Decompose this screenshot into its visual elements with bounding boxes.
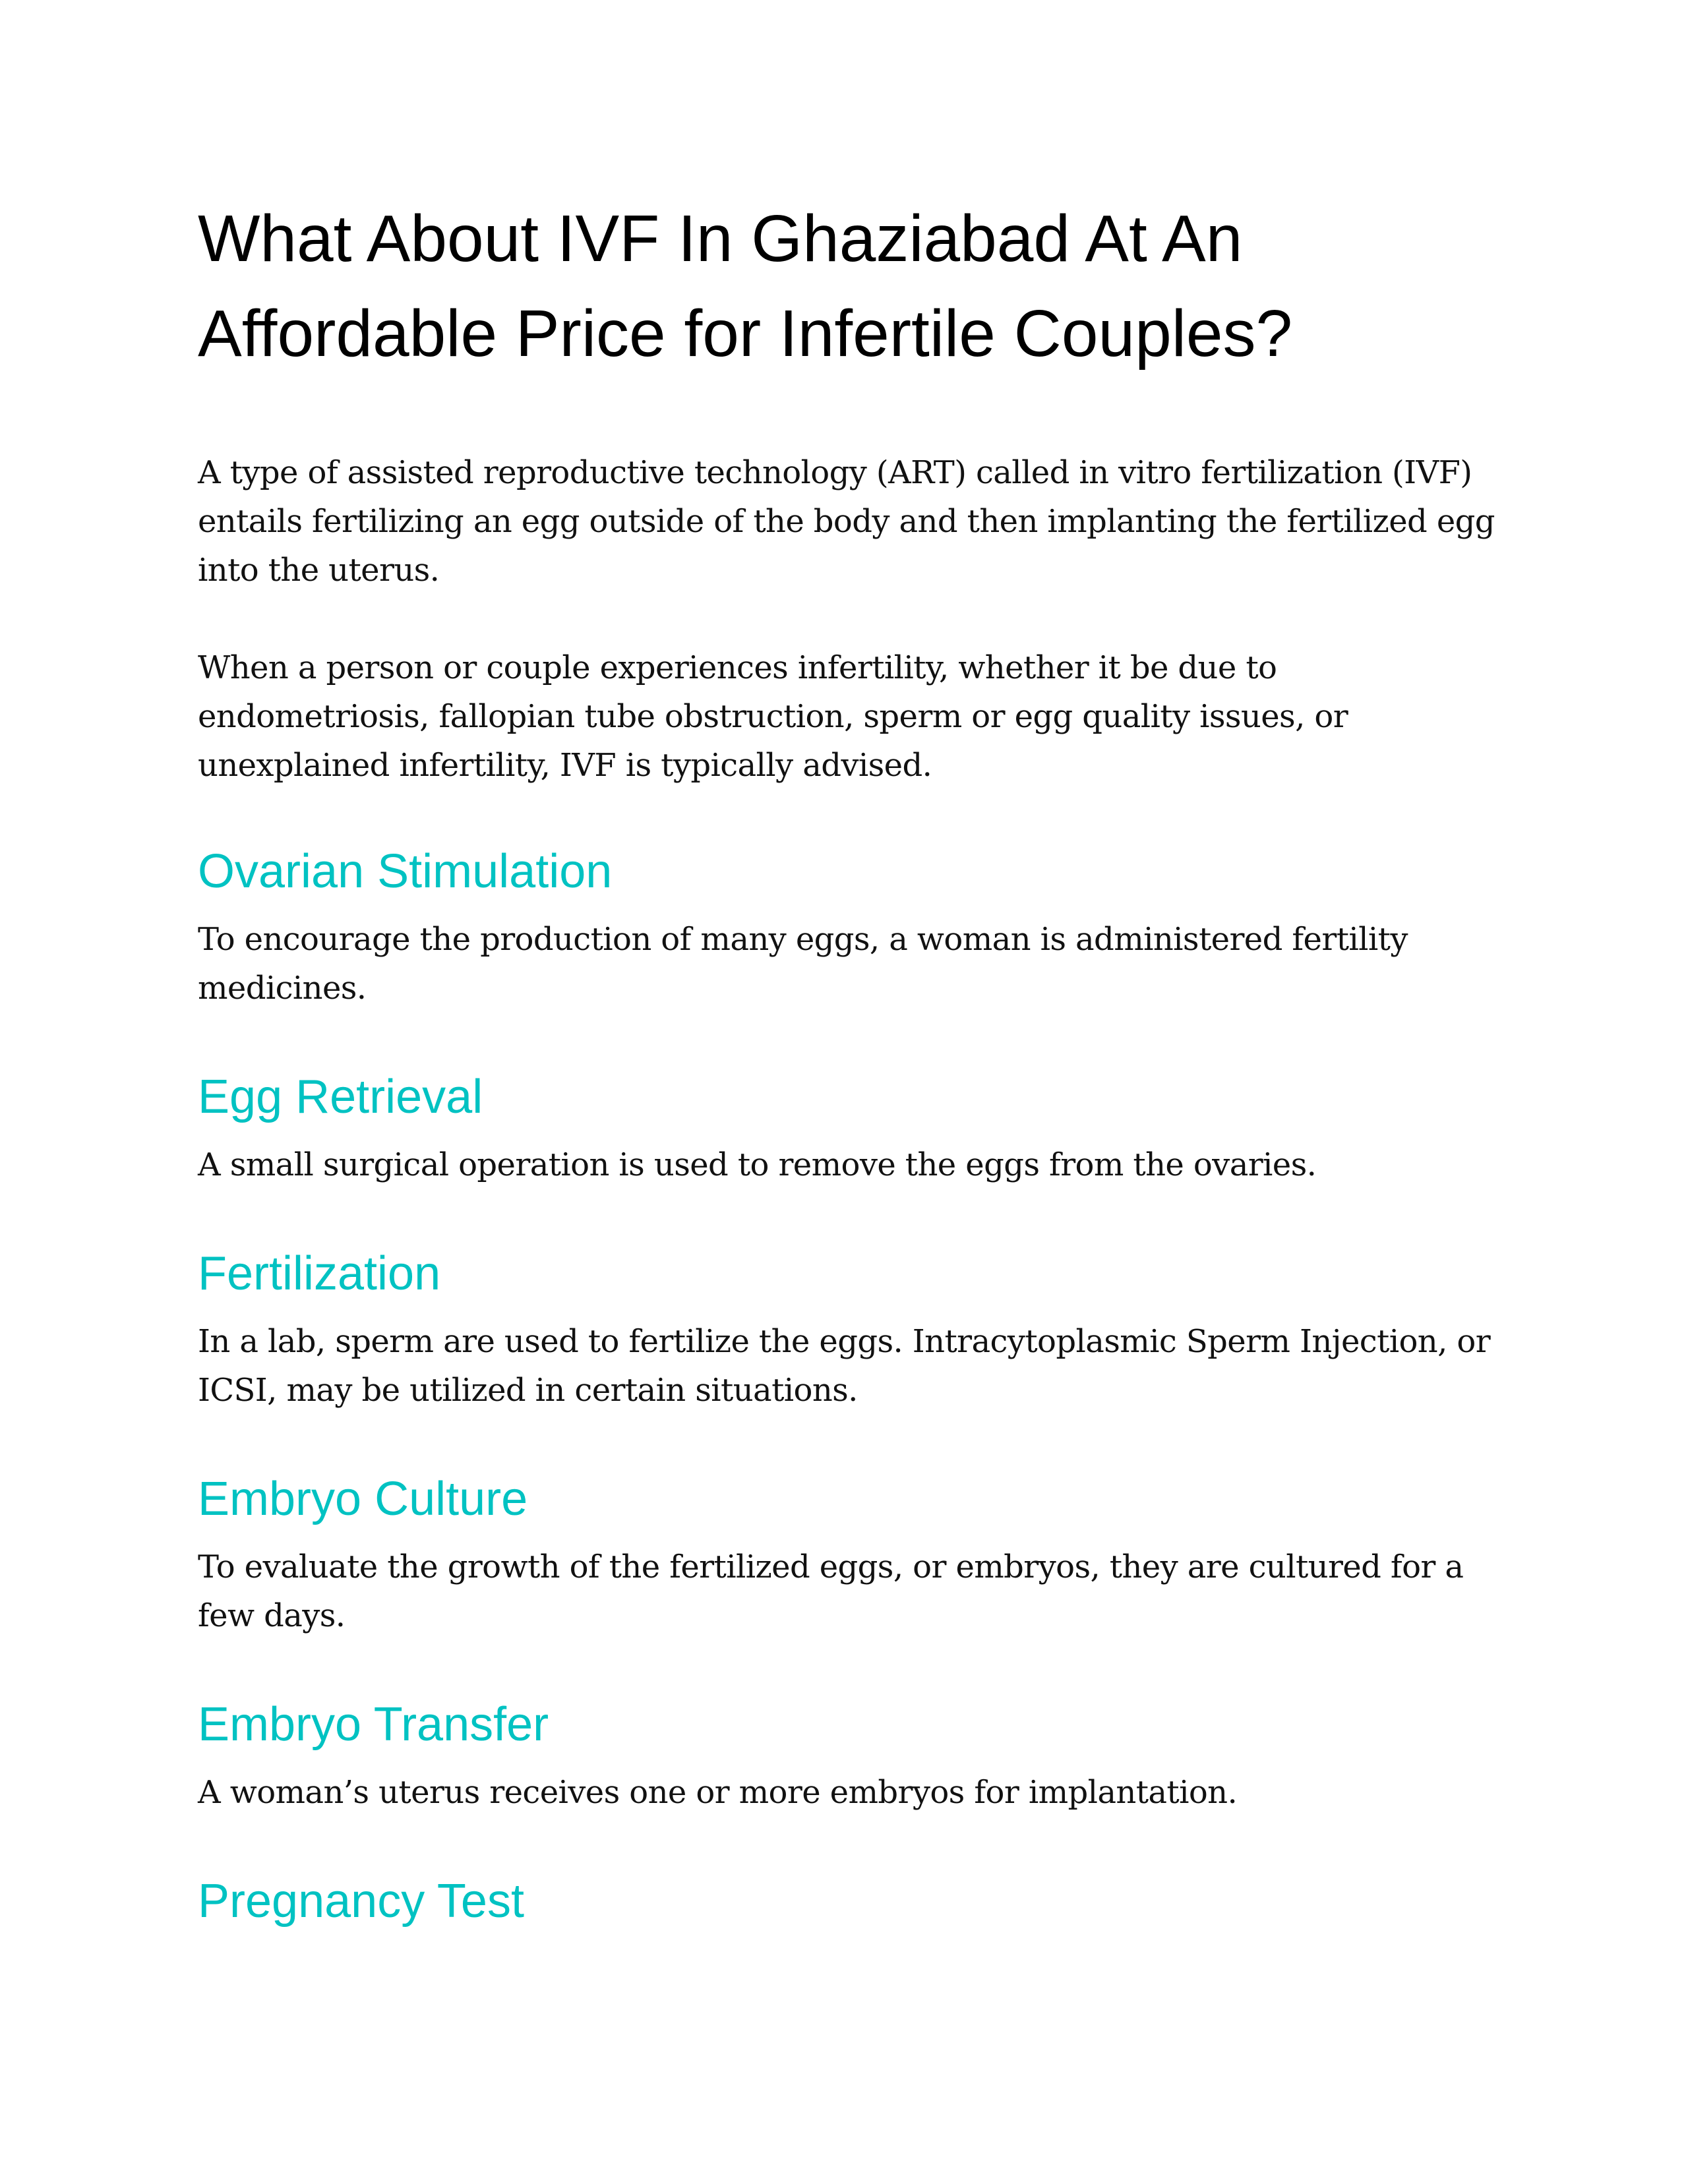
section-egg-retrieval bbox=[198, 1068, 1503, 1189]
section-heading: Embryo Culture bbox=[198, 1473, 528, 1525]
section-body: A small surgical operation is used to remove the eggs from the ovaries. bbox=[198, 1146, 1317, 1183]
section-body: To encourage the production of many eggs, a woman is administered fertility medicines. bbox=[198, 921, 1408, 1007]
intro-paragraph: A type of assisted reproductive technology (ART) called in vitro fertilization (IVF) entails fertilizing an egg outside of the body and then implanting the fertilized egg into the uterus. bbox=[198, 454, 1495, 589]
section-embryo-culture bbox=[198, 1470, 1503, 1640]
section-fertilization bbox=[198, 1245, 1503, 1415]
intro-paragraph: When a person or couple experiences infertility, whether it be due to endometriosis, fallopian tube obstruction, sperm or egg quality issues, or unexplained infertility, IVF is typically advised. bbox=[198, 649, 1348, 784]
section-heading: Pregnancy Test bbox=[198, 1875, 524, 1928]
section-pregnancy-test bbox=[198, 1872, 1503, 1930]
page-title: What About IVF In Ghaziabad At An Affordable Price for Infertile Couples? bbox=[198, 202, 1293, 370]
section-body: To evaluate the growth of the fertilized eggs, or embryos, they are cultured for a few days. bbox=[198, 1549, 1464, 1634]
section-body: In a lab, sperm are used to fertilize the eggs. Intracytoplasmic Sperm Injection, or ICSI, may be utilized in certain situations. bbox=[198, 1323, 1491, 1409]
section-heading: Egg Retrieval bbox=[198, 1071, 483, 1123]
section-ovarian-stimulation bbox=[198, 842, 1503, 1013]
section-embryo-transfer bbox=[198, 1696, 1503, 1817]
section-heading: Fertilization bbox=[198, 1247, 441, 1300]
section-heading: Ovarian Stimulation bbox=[198, 845, 613, 898]
section-body: A woman’s uterus receives one or more embryos for implantation. bbox=[198, 1774, 1238, 1811]
section-heading: Embryo Transfer bbox=[198, 1698, 549, 1751]
document-content bbox=[198, 191, 1503, 1945]
